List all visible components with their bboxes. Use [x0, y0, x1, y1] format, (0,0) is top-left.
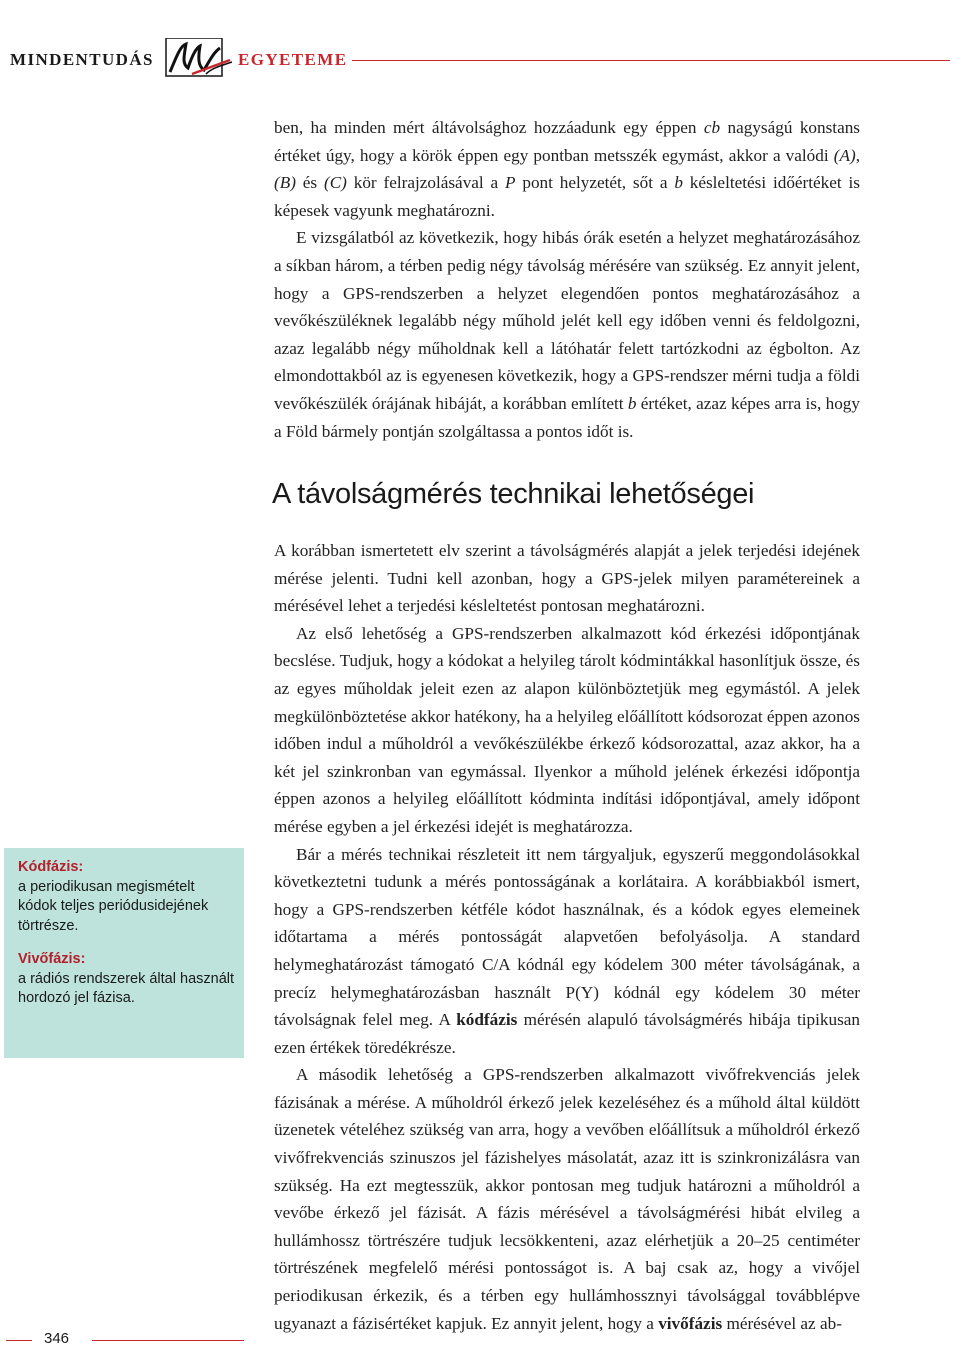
- page-header: [0, 38, 960, 88]
- body-text-section: [274, 537, 860, 1337]
- glossary-box: [4, 848, 244, 1058]
- paragraph: Bár a mérés technikai részleteit itt nem tárgyaljuk, egyszerű meggondolásokkal következtetni tudunk a mérés pontosságának a korlátaira. A korábbiakból ismert, hogy a GPS-rendszerben kétféle kódot használnak, és a kódok egyes elemeinek időtartama a mérés pontosságát alapvetően befolyásolja. A standard helymeghatározást támogató C/A kódnál egy kódelem 300 méter távolságának, a precíz helymeghatározásban használt P(Y) kódnál egy kódelem 30 méter távolságnak felel meg. A kódfázis mérésén alapuló távolságmérés hibája tipikusan ezen értékek töredékrésze.: [274, 844, 860, 1057]
- brand-name-right: EGYETEME: [238, 50, 348, 69]
- page-number: 346: [44, 1330, 70, 1347]
- paragraph: Az első lehetőség a GPS-rendszerben alkalmazott kód érkezési időpontjának becslése. Tudjuk, hogy a kódokat a helyileg tárolt kódmintákkal hasonlítjuk össze, és az egyes műholdak jeleit ezen az alapon különböztetjük meg egymástól. A jelek megkülönböztetése akkor hatékony, ha a helyileg előállított kódsorozat éppen azonos időben indul a műholdról a vevőkészülékbe érkező kódsorozattal, azaz akkor, ha a két jel szinkronban van egymással. Ilyenkor a műhold jelének érkezési időpontja éppen azonos a helyileg előállított kódminta indítási időpontjával, amely időpont mérése egyben a jel érkezési idejét is meghatározza.: [274, 623, 860, 836]
- body-text-top: [274, 114, 860, 445]
- footer-rule: [6, 1340, 32, 1341]
- paragraph: ben, ha minden mért áltávolsághoz hozzáadunk egy éppen cb nagyságú konstans értéket úgy, hogy a körök éppen egy pontban metsszék egymást, akkor a valódi (A), (B) és (C) kör felrajzolásával a P pont helyzetét, sőt a b késleltetési időértéket is képesek vagyunk meghatározni.: [274, 118, 860, 220]
- paragraph: A korábban ismertetett elv szerint a távolságmérés alapját a jelek terjedési idejének mérése jelenti. Tudni kell azonban, hogy a GPS-jelek milyen paramétereinek a mérésével lehet a terjedési késleltetést pontosan meghatározni.: [274, 541, 860, 616]
- glossary-term: Kódfázis:: [18, 859, 84, 875]
- signature-logo-icon: [162, 38, 234, 78]
- section-heading: A távolságmérés technikai lehetőségei: [272, 478, 755, 510]
- paragraph: E vizsgálatból az következik, hogy hibás órák esetén a helyzet meghatározásához a síkban három, a térben pedig négy távolság mérésére van szükség. Ez annyit jelent, hogy a GPS-rendszerben a helyzet elegendően pontos meghatározásához a vevőkészüléknek legalább négy műhold jelét kell egy időben venni és feldolgozni, azaz legalább négy műholdnak kell a látóhatár felett tartózkodni az égbolton. Az elmondottakból az is egyenesen következik, hogy a GPS-rendszer mérni tudja a földi vevőkészülék órájának hibáját, a korábban említett b értéket, azaz képes arra is, hogy a Föld bármely pontján szolgáltassa a pontos időt is.: [274, 228, 860, 441]
- term-vivofazis: vivőfázis: [658, 1313, 723, 1333]
- header-rule: [352, 60, 950, 61]
- paragraph: A második lehetőség a GPS-rendszerben alkalmazott vivőfrekvenciás jelek fázisának a mérése. A műholdról érkező jelek kezeléséhez és a műhold által küldött üzenetek vételéhez szükség van arra, hogy a vevőben előállítsuk a műholdról érkező vivőfrekvenciás szinuszos jel fázishelyes másolatát, azaz itt is szinkronizálásra van szükség. Ha ezt megtesszük, akkor pontosan meg tudjuk határozni a műholdról a vevőbe érkező jel fázisát. A fázis mérésével a távolságmérési hibát elvileg a hullámhossz törtrészére tudjuk lecsökkenteni, azaz elérhetjük a 20–25 centiméter törtrészének megfelelő mérési pontosságot is. A baj csak az, hogy a vivőjel periodikusan érkezik, és a térben egy hullámhossznyi távolsággal továbblépve ugyanazt a fázisértéket kapjuk. Ez annyit jelent, hogy a vivőfázis mérésével az ab-: [274, 1065, 860, 1333]
- footer-rule: [92, 1340, 244, 1341]
- glossary-definition: a periodikusan megismételt kódok teljes periódusidejének törtrésze.: [18, 878, 209, 934]
- glossary-definition: a rádiós rendszerek által használt hordozó jel fázisa.: [18, 970, 235, 1006]
- glossary-term: Vivőfázis:: [18, 951, 86, 967]
- brand-name-left: MINDENTUDÁS: [10, 50, 154, 69]
- term-kodfazis: kódfázis: [456, 1010, 518, 1030]
